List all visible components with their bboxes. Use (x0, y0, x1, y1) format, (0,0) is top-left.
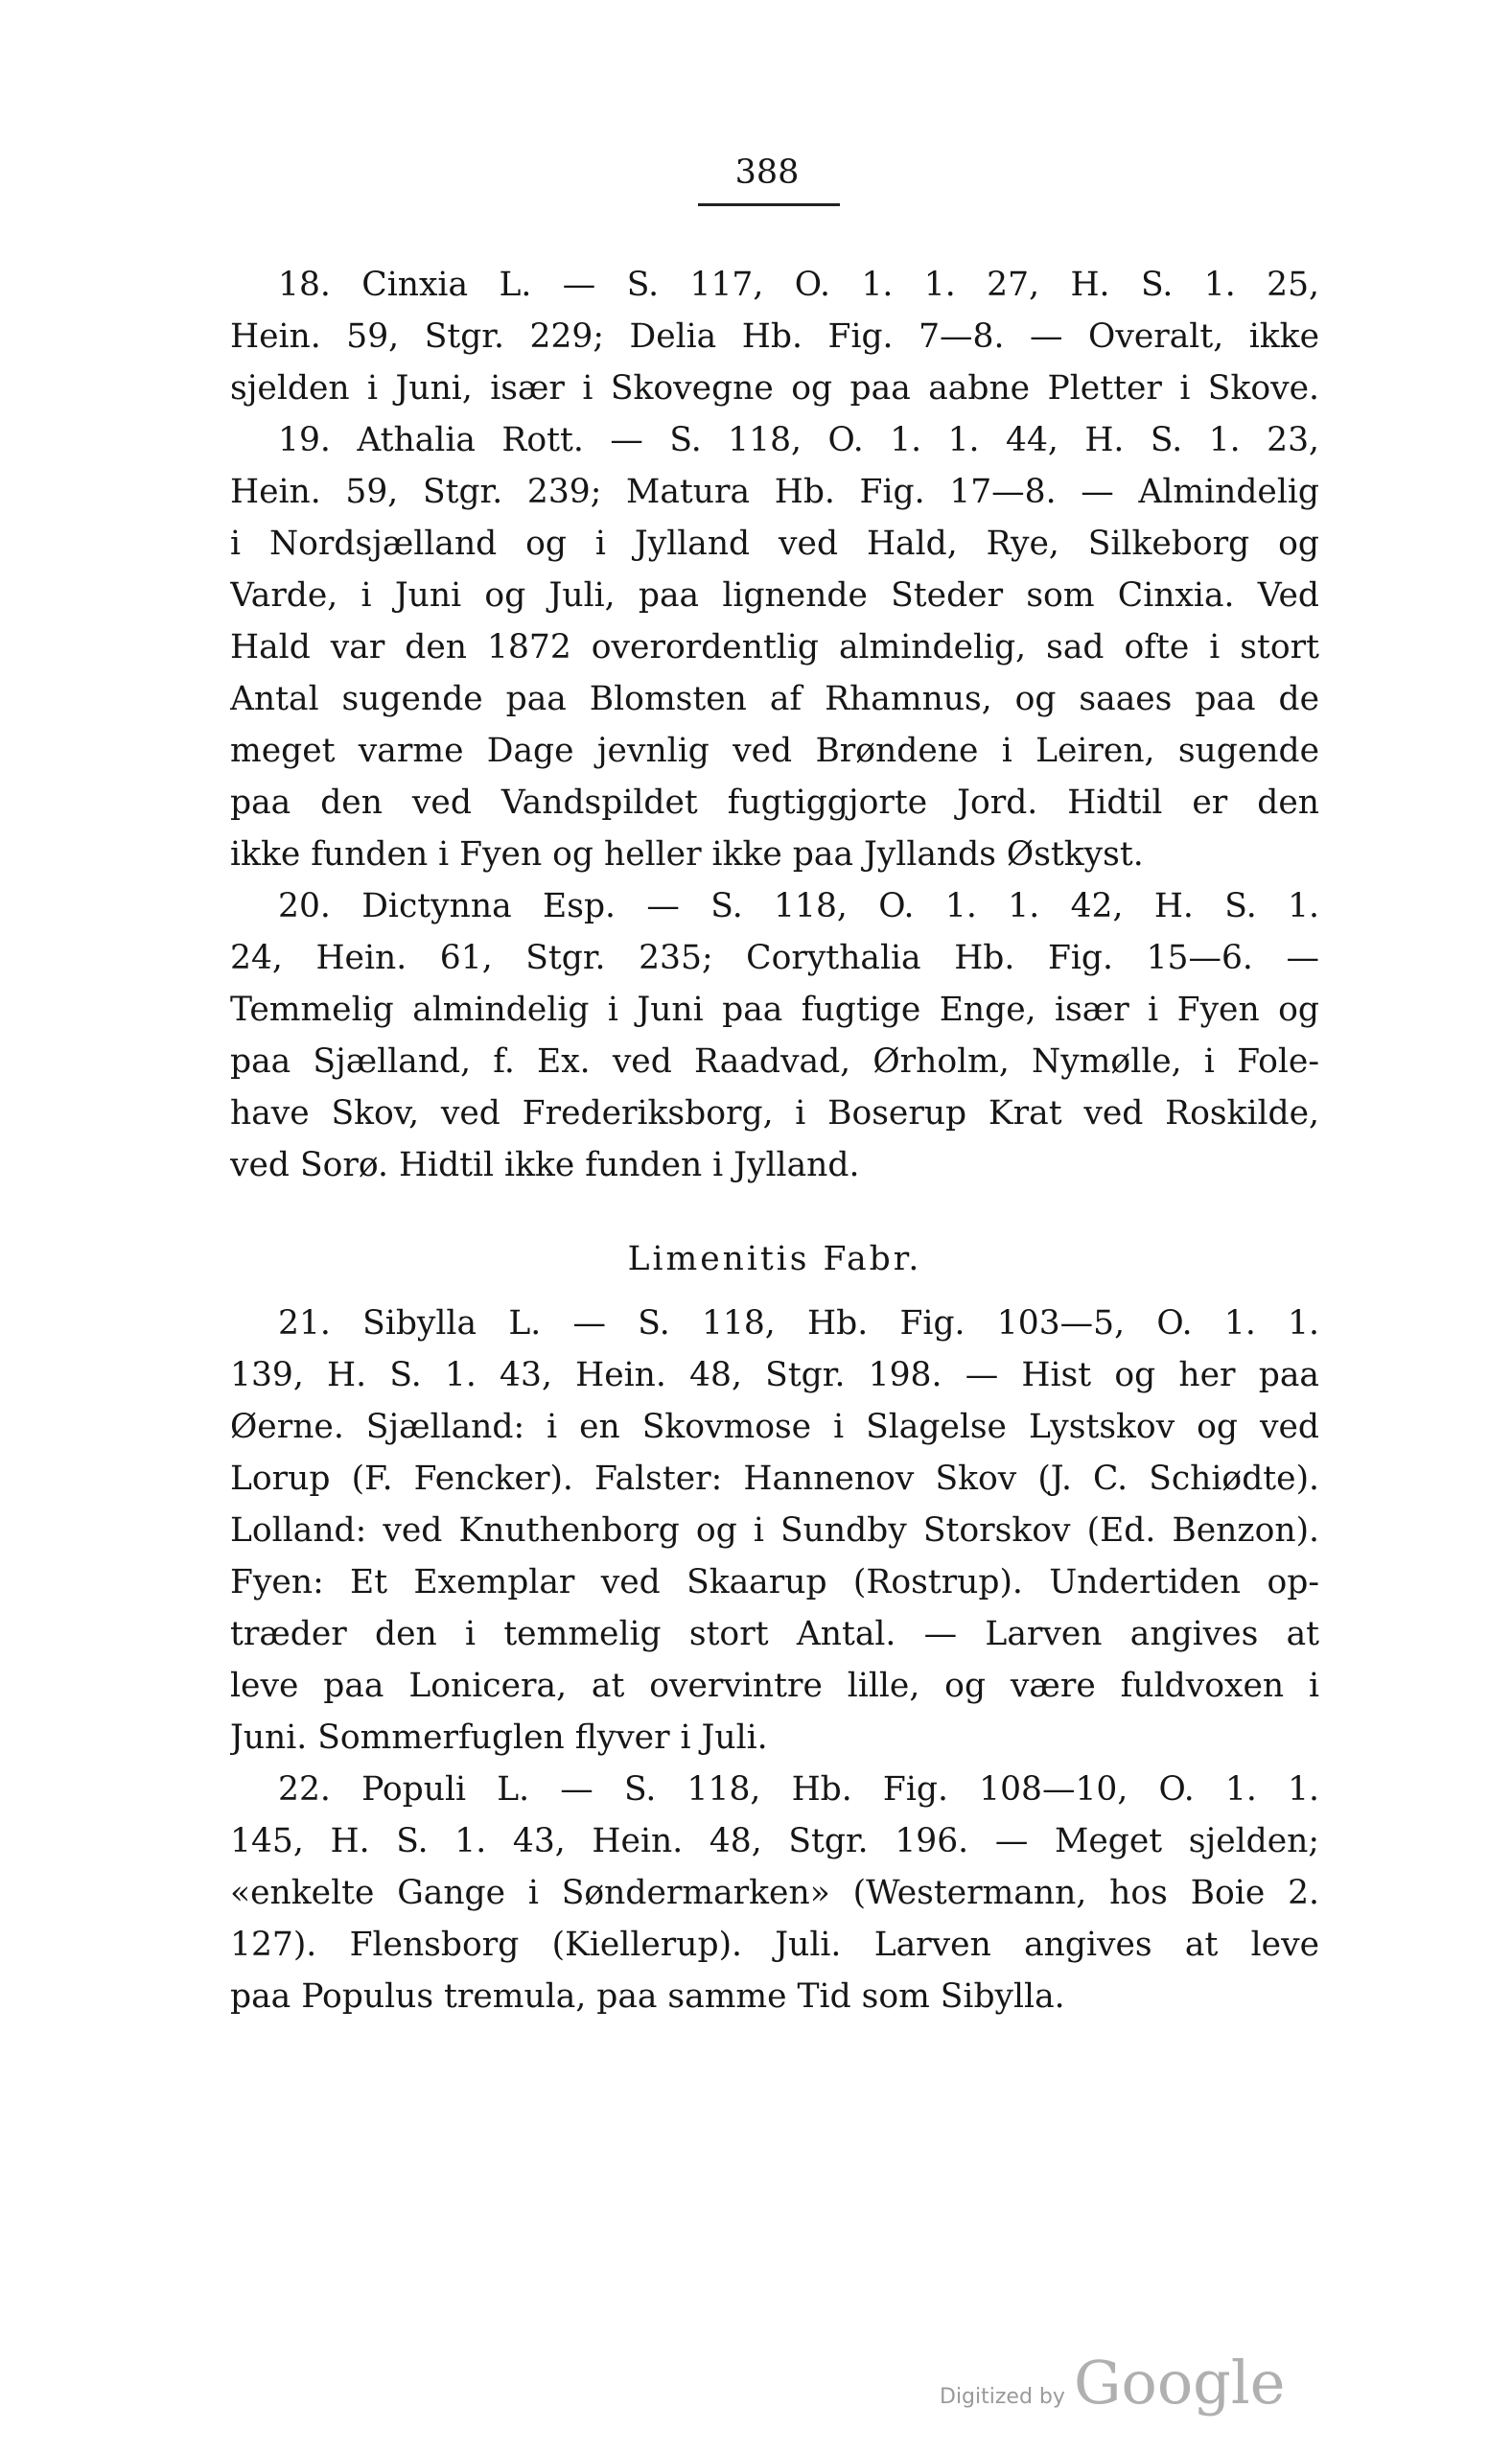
genus-heading: Limenitis Fabr. (627, 1240, 922, 1278)
text-line: paa Populus tremula, paa samme Tid som Sibylla. (230, 1977, 1065, 2016)
text-line: 127). Flensborg (Kiellerup). Juli. Larven angives at leve (230, 1926, 1319, 1964)
watermark-logo-text: Google (1074, 2348, 1286, 2418)
text-line: 20. Dictynna Esp. — S. 118, O. 1. 1. 42, H. S. 1. (278, 887, 1319, 925)
text-line: Antal sugende paa Blomsten af Rhamnus, og saaes paa de (230, 680, 1319, 718)
page-number-rule (698, 203, 840, 206)
text-line: ved Sorø. Hidtil ikke funden i Jylland. (230, 1146, 860, 1184)
text-line: paa Sjælland, f. Ex. ved Raadvad, Ørholm, Nymølle, i Fole- (230, 1042, 1319, 1081)
text-line: Hald var den 1872 overordentlig almindelig, sad ofte i stort (230, 628, 1319, 666)
text-line: have Skov, ved Frederiksborg, i Boserup Krat ved Roskilde, (230, 1094, 1319, 1133)
watermark-small-text: Digitized by (940, 2385, 1065, 2409)
text-line: 19. Athalia Rott. — S. 118, O. 1. 1. 44, H. S. 1. 23, (278, 421, 1319, 459)
text-line: 24, Hein. 61, Stgr. 235; Corythalia Hb. Fig. 15—6. — (230, 939, 1319, 977)
text-line: leve paa Lonicera, at overvintre lille, og være fuldvoxen i (230, 1667, 1319, 1705)
text-line: 139, H. S. 1. 43, Hein. 48, Stgr. 198. — Hist og her paa (230, 1356, 1319, 1394)
text-line: Varde, i Juni og Juli, paa lignende Steder som Cinxia. Ved (230, 576, 1319, 615)
text-line: paa den ved Vandspildet fugtiggjorte Jord. Hidtil er den (230, 783, 1319, 822)
text-line: Lorup (F. Fencker). Falster: Hannenov Skov (J. C. Schiødte). (230, 1460, 1319, 1498)
entry-22 (230, 1764, 1319, 2022)
text-line: i Nordsjælland og i Jylland ved Hald, Rye, Silkeborg og (230, 525, 1319, 563)
text-line: ikke funden i Fyen og heller ikke paa Jyllands Østkyst. (230, 835, 1144, 874)
entry-20 (230, 880, 1319, 1191)
digitized-watermark (940, 2348, 1285, 2418)
page-number: 388 (734, 153, 800, 192)
text-line: meget varme Dage jevnlig ved Brøndene i Leiren, sugende (230, 732, 1319, 770)
text-line: 18. Cinxia L. — S. 117, O. 1. 1. 27, H. S. 1. 25, (278, 266, 1319, 304)
text-line: Juni. Sommerfuglen flyver i Juli. (230, 1718, 768, 1757)
text-line: Hein. 59, Stgr. 239; Matura Hb. Fig. 17—8. — Almindelig (230, 473, 1319, 511)
text-line: 22. Populi L. — S. 118, Hb. Fig. 108—10, O. 1. 1. (278, 1770, 1319, 1809)
entry-18 (230, 259, 1319, 414)
text-line: 21. Sibylla L. — S. 118, Hb. Fig. 103—5, O. 1. 1. (278, 1304, 1319, 1343)
text-line: træder den i temmelig stort Antal. — Larven angives at (230, 1615, 1319, 1653)
text-line: 145, H. S. 1. 43, Hein. 48, Stgr. 196. — Meget sjelden; (230, 1822, 1319, 1860)
text-line: Lolland: ved Knuthenborg og i Sundby Storskov (Ed. Benzon). (230, 1511, 1319, 1550)
text-line: Hein. 59, Stgr. 229; Delia Hb. Fig. 7—8. — Overalt, ikke (230, 317, 1319, 356)
text-line: Øerne. Sjælland: i en Skovmose i Slagelse Lystskov og ved (230, 1408, 1319, 1446)
text-line: Temmelig almindelig i Juni paa fugtige Enge, især i Fyen og (230, 991, 1319, 1029)
text-line: Fyen: Et Exemplar ved Skaarup (Rostrup). Undertiden op- (230, 1563, 1319, 1601)
text-line: sjelden i Juni, især i Skovegne og paa aabne Pletter i Skove. (230, 369, 1319, 408)
text-line: «enkelte Gange i Søndermarken» (Westermann, hos Boie 2. (230, 1874, 1319, 1912)
entry-21 (230, 1297, 1319, 1764)
entry-19 (230, 414, 1319, 880)
